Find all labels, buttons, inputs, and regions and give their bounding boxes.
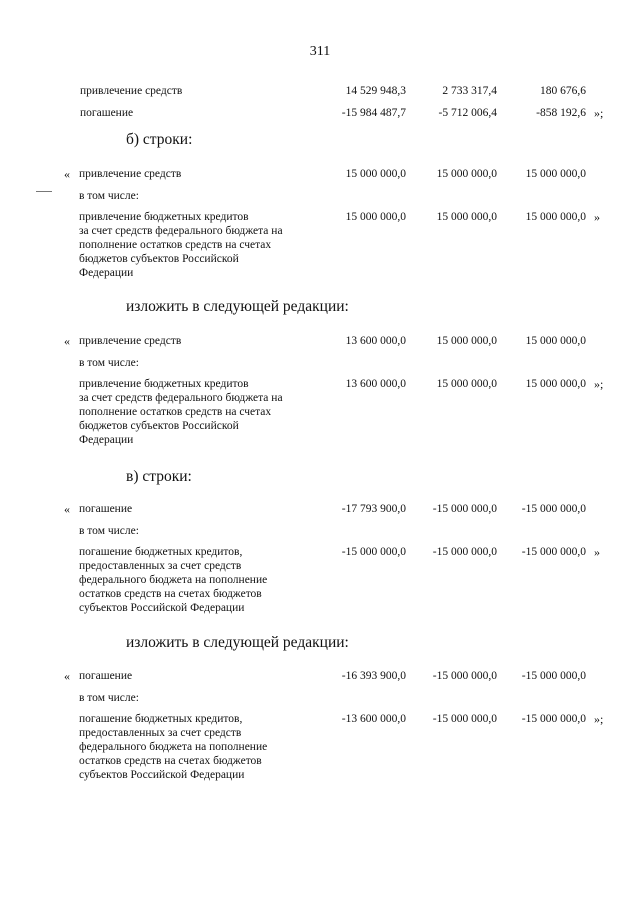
row-label: в том числе:: [79, 190, 139, 202]
row-value-col2: 15 000 000,0: [436, 211, 497, 223]
row-label: привлечение средств: [79, 335, 182, 347]
opening-quote: «: [64, 502, 70, 516]
label-line: за счет средств федерального бюджета на: [79, 392, 283, 404]
row-label-multiline: [79, 377, 283, 447]
row-value-col1: 15 000 000,0: [345, 211, 406, 223]
row-label: погашение: [79, 503, 133, 515]
label-line: бюджетов субъектов Российской: [79, 253, 239, 265]
label-line: погашение бюджетных кредитов,: [79, 713, 243, 725]
closing-quote: »;: [594, 106, 604, 120]
row-value-col2: 15 000 000,0: [436, 168, 497, 180]
section-heading: в) строки:: [126, 468, 192, 485]
row-value-col3: 180 676,6: [540, 85, 586, 97]
row-value-col3: -858 192,6: [536, 107, 586, 119]
row-value-col1: -15 000 000,0: [341, 546, 406, 558]
label-line: федерального бюджета на пополнение: [79, 741, 268, 753]
row-label-multiline: [79, 210, 283, 280]
row-value-col2: -15 000 000,0: [432, 713, 497, 725]
row-value-col3: 15 000 000,0: [525, 378, 586, 390]
label-line: предоставленных за счет средств: [79, 560, 242, 572]
page-number: 311: [309, 44, 331, 59]
closing-quote: »;: [594, 712, 604, 726]
row-label: погашение: [79, 670, 133, 682]
row-value-col2: 15 000 000,0: [436, 378, 497, 390]
row-value-col2: -15 000 000,0: [432, 503, 497, 515]
label-line: субъектов Российской Федерации: [79, 602, 245, 614]
row-value-col1: -16 393 900,0: [341, 670, 406, 682]
label-line: остатков средств на счетах бюджетов: [79, 755, 262, 767]
row-label-multiline: [79, 712, 267, 782]
row-label-multiline: [79, 545, 267, 615]
section-heading: изложить в следующей редакции:: [126, 634, 349, 651]
row-value-col2: -15 000 000,0: [432, 546, 497, 558]
row-value-col1: 13 600 000,0: [345, 335, 406, 347]
label-line: Федерации: [79, 267, 134, 279]
label-line: привлечение бюджетных кредитов: [79, 378, 249, 390]
label-line: федерального бюджета на пополнение: [79, 574, 268, 586]
row-value-col2: -15 000 000,0: [432, 670, 497, 682]
label-line: погашение бюджетных кредитов,: [79, 546, 243, 558]
row-label: в том числе:: [79, 692, 139, 704]
row-value-col3: -15 000 000,0: [521, 546, 586, 558]
row-value-col2: 15 000 000,0: [436, 335, 497, 347]
closing-quote: »: [594, 545, 600, 559]
row-label: привлечение средств: [79, 168, 182, 180]
row-label: привлечение средств: [80, 85, 183, 97]
row-value-col3: -15 000 000,0: [521, 713, 586, 725]
row-value-col1: 15 000 000,0: [345, 168, 406, 180]
label-line: за счет средств федерального бюджета на: [79, 225, 283, 237]
row-value-col1: 14 529 948,3: [345, 85, 406, 97]
opening-quote: «: [64, 167, 70, 181]
label-line: привлечение бюджетных кредитов: [79, 211, 249, 223]
row-value-col1: -17 793 900,0: [341, 503, 406, 515]
row-label: в том числе:: [79, 357, 139, 369]
section-heading: изложить в следующей редакции:: [126, 298, 349, 315]
label-line: пополнение остатков средств на счетах: [79, 406, 272, 418]
row-value-col3: 15 000 000,0: [525, 335, 586, 347]
label-line: предоставленных за счет средств: [79, 727, 242, 739]
row-value-col3: -15 000 000,0: [521, 670, 586, 682]
row-value-col1: -15 984 487,7: [341, 107, 406, 119]
row-value-col2: 2 733 317,4: [442, 85, 497, 97]
section-heading: б) строки:: [126, 131, 193, 148]
row-label: погашение: [80, 107, 134, 119]
closing-quote: »;: [594, 377, 604, 391]
label-line: Федерации: [79, 434, 134, 446]
row-value-col3: -15 000 000,0: [521, 503, 586, 515]
label-line: субъектов Российской Федерации: [79, 769, 245, 781]
row-label: в том числе:: [79, 525, 139, 537]
closing-quote: »: [594, 210, 600, 224]
row-value-col2: -5 712 006,4: [438, 107, 497, 119]
row-value-col1: 13 600 000,0: [345, 378, 406, 390]
opening-quote: «: [64, 334, 70, 348]
margin-mark: [36, 191, 52, 192]
row-value-col1: -13 600 000,0: [341, 713, 406, 725]
label-line: остатков средств на счетах бюджетов: [79, 588, 262, 600]
label-line: пополнение остатков средств на счетах: [79, 239, 272, 251]
row-value-col3: 15 000 000,0: [525, 211, 586, 223]
opening-quote: «: [64, 669, 70, 683]
label-line: бюджетов субъектов Российской: [79, 420, 239, 432]
row-value-col3: 15 000 000,0: [525, 168, 586, 180]
